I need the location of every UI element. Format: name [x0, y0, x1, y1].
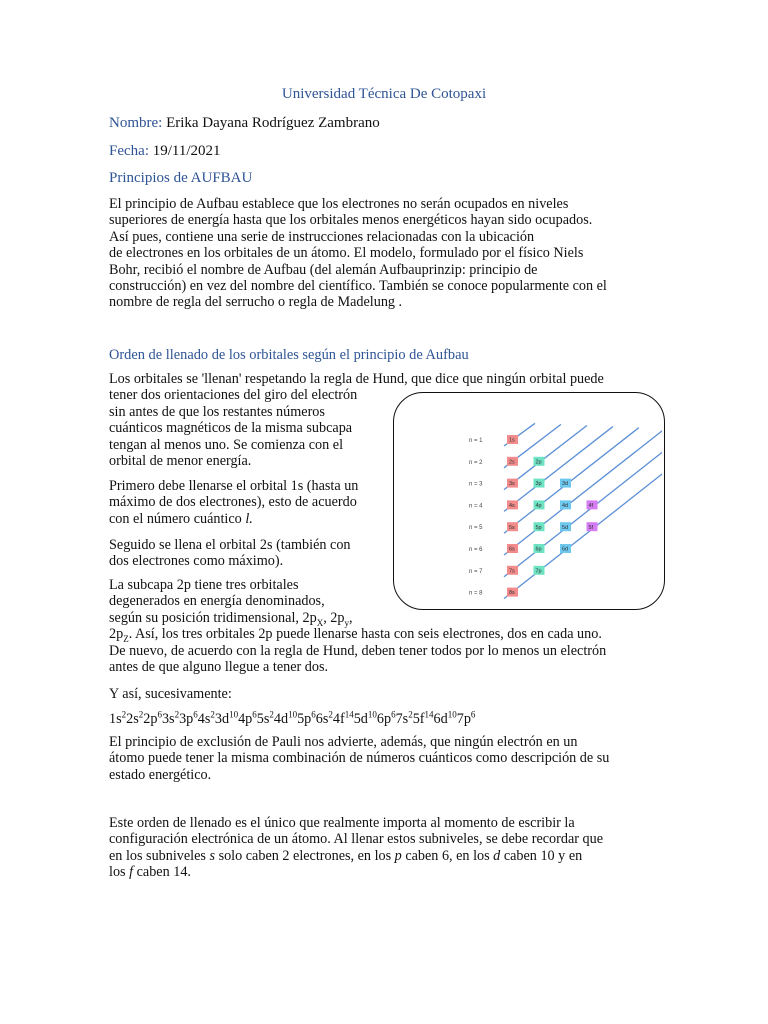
level-label: n = 7	[469, 568, 483, 575]
aufbau-diagram	[394, 393, 662, 607]
text-line: La subcapa 2p tiene tres orbitales	[109, 577, 299, 593]
name-line	[109, 115, 380, 132]
final-paragraph	[109, 815, 603, 881]
text-line: degenerados en energía denominados,	[109, 593, 325, 610]
config-exponent: 2	[210, 709, 215, 720]
text-line: orbital de menor energía.	[109, 453, 252, 470]
config-exponent: 2	[138, 709, 144, 720]
level-label: n = 1	[469, 438, 483, 444]
config-term: 3d	[214, 711, 230, 727]
quantum-number-l: l.	[245, 510, 253, 527]
text-line: tengan al menos uno. Se comienza con el	[109, 436, 344, 453]
config-exponent: 6	[193, 709, 198, 720]
subshell-f: f	[129, 864, 134, 881]
config-term: 5f	[412, 711, 425, 727]
text-fragment: solo caben 2 electrones, en los	[215, 847, 395, 864]
text-fragment: caben 10 y en	[500, 847, 583, 864]
config-term: 3s	[161, 711, 175, 727]
config-term: 6p	[376, 711, 392, 727]
subshell-p: p	[394, 847, 402, 864]
orbital-label: 8s	[509, 590, 515, 597]
name-label: Nombre:	[109, 115, 163, 131]
orbital-label: 3s	[509, 481, 515, 488]
aufbau-paragraph	[109, 196, 607, 311]
section1-heading: Principios de AUFBAU	[109, 170, 253, 186]
orbital-label: 2p	[535, 459, 542, 466]
section2-heading: Orden de llenado de los orbitales según el principio de Aufbau	[109, 347, 469, 363]
config-term: 4p	[238, 711, 253, 727]
config-term: 5p	[297, 711, 312, 727]
config-exponent: 14	[344, 709, 354, 720]
text-line: configuración electrónica de un átomo. Al llenar estos subniveles, se debe recordar que	[109, 831, 604, 848]
text-line: tener dos orientaciones del giro del electrón	[109, 387, 358, 404]
config-exponent: 10	[367, 709, 377, 720]
text-line	[109, 848, 603, 864]
filling-order-arrow	[504, 428, 639, 534]
config-exponent: 6	[252, 709, 257, 720]
level-label: n = 6	[469, 547, 483, 553]
text-line: Bohr, recibió el nombre de Aufbau (del alemán Aufbauprinzip: principio de	[109, 261, 538, 278]
text-line: Este orden de llenado es el único que realmente importa al momento de escribir la	[109, 815, 575, 831]
config-term: 1s	[109, 711, 122, 727]
text-line: átomo puede tener la misma combinación de números cuánticos como descripción de su	[109, 750, 610, 767]
orbital-label: 6s	[509, 546, 515, 553]
date-label: Fecha:	[109, 143, 149, 159]
level-label: n = 4	[469, 503, 483, 510]
text-fragment: , 2p	[323, 609, 345, 626]
subshell-s: s	[209, 847, 216, 864]
text-line: nombre de regla del serrucho o regla de Madelung .	[109, 294, 403, 311]
orbital-label: 4f	[588, 503, 594, 509]
text-line: Seguido se llena el orbital 2s (también con	[109, 537, 351, 553]
date-line	[109, 143, 221, 160]
config-exponent: 2	[328, 709, 333, 720]
config-exponent: 6	[157, 709, 162, 720]
config-term: 2s	[126, 711, 139, 727]
text-line	[109, 511, 358, 527]
config-exponent: 10	[288, 709, 298, 720]
orbital-label: 5p	[535, 524, 542, 531]
filling-order-arrow	[504, 427, 613, 512]
subscript: X	[316, 617, 324, 628]
text-fragment: los	[109, 864, 130, 881]
text-fragment: caben 14.	[133, 864, 191, 881]
text-fragment: 2p	[109, 626, 124, 643]
text-fragment: según su posición tridimensional, 2p	[109, 609, 317, 626]
text-line: estado energético.	[109, 766, 212, 783]
text-fragment: caben 6, en los	[401, 847, 494, 864]
electron-configuration	[109, 711, 475, 727]
config-exponent: 10	[447, 709, 457, 720]
config-exponent: 6	[311, 709, 316, 720]
config-exponent: 6	[391, 709, 396, 720]
pauli-paragraph	[109, 734, 609, 783]
text-line	[109, 626, 606, 645]
text-line: cuánticos magnéticos de la misma subcapa	[109, 420, 353, 437]
text-fragment: ,	[348, 609, 353, 626]
orbital-1s-paragraph	[109, 478, 358, 527]
config-term: 5s	[256, 711, 270, 727]
config-term: 7s	[395, 711, 409, 727]
config-term: 4d	[273, 711, 289, 727]
text-line	[109, 610, 606, 626]
orbital-label: 3d	[562, 481, 569, 488]
text-fragment: con el número cuántico	[109, 510, 246, 527]
text-line: máximo de dos electrones), esto de acuerdo	[109, 494, 357, 511]
level-label: n = 2	[469, 459, 483, 466]
orbital-label: 5f	[588, 524, 594, 531]
orbital-label: 3p	[535, 481, 542, 488]
config-exponent: 2	[269, 709, 274, 720]
text-line: El principio de exclusión de Pauli nos advierte, además, que ningún electrón en un	[109, 734, 578, 750]
config-term: 5d	[353, 711, 368, 727]
level-label: n = 8	[469, 590, 483, 597]
orbital-label: 6p	[535, 546, 542, 553]
orbital-label: 7s	[509, 568, 515, 575]
aufbau-diagram-frame	[393, 392, 665, 610]
config-exponent: 14	[424, 709, 434, 720]
orbital-2s-paragraph	[109, 537, 351, 570]
config-term: 3p	[179, 711, 194, 727]
config-exponent: 10	[229, 709, 239, 720]
y-asi-line: Y así, sucesivamente:	[109, 686, 232, 702]
name-value: Erika Dayana Rodríguez Zambrano	[166, 115, 380, 131]
text-line: de electrones en los orbitales de un átomo. El modelo, formulado por el físico Niels	[109, 245, 584, 262]
subscript: Z	[123, 634, 129, 645]
subshell-d: d	[493, 847, 501, 864]
text-fragment: . Así, los tres orbitales 2p puede llenarse hasta con seis electrones, dos en cada uno.	[128, 626, 602, 643]
orbital-label: 4s	[509, 503, 515, 509]
orbital-label: 6d	[562, 546, 569, 553]
orbital-label: 4d	[562, 503, 569, 509]
configuration-line	[109, 711, 475, 727]
text-line: superiores de energía hasta que los orbitales menos energéticos hayan sido ocupados.	[109, 212, 593, 229]
text-line: sin antes de que los restantes números	[109, 403, 325, 420]
orbital-label: 4p	[535, 503, 542, 509]
config-term: 6s	[315, 711, 329, 727]
level-label: n = 5	[469, 525, 483, 532]
text-line	[109, 864, 603, 880]
subscript: y	[344, 617, 349, 628]
orbital-label: 7p	[535, 568, 542, 575]
filling-order-arrow	[504, 430, 662, 577]
config-term: 4s	[197, 711, 211, 727]
config-exponent: 6	[470, 709, 476, 720]
text-line: Los orbitales se 'llenan' respetando la regla de Hund, que dice que ningún orbital puede	[109, 371, 604, 387]
orbital-label: 2s	[509, 459, 515, 466]
orbital-label: 5d	[562, 524, 569, 531]
config-exponent: 2	[121, 709, 127, 720]
orbital-label: 1s	[509, 437, 515, 444]
text-line: Primero debe llenarse el orbital 1s (hasta un	[109, 478, 359, 494]
text-line: El principio de Aufbau establece que los electrones no serán ocupados en niveles	[109, 196, 569, 212]
text-line: De nuevo, de acuerdo con la regla de Hund, deben tener todos por lo menos un electrón	[109, 642, 607, 659]
date-value: 19/11/2021	[152, 143, 221, 159]
config-term: 4f	[332, 711, 345, 727]
config-term: 2p	[143, 711, 158, 727]
university-title: Universidad Técnica De Cotopaxi	[281, 86, 487, 102]
config-exponent: 2	[408, 709, 413, 720]
text-line: dos electrones como máximo).	[109, 553, 284, 570]
orbital-label: 5s	[509, 524, 515, 531]
text-line: Así pues, contiene una serie de instrucciones relacionadas con la ubicación	[109, 228, 535, 245]
text-fragment: en los subniveles	[109, 847, 210, 864]
config-term: 6d	[433, 711, 448, 727]
level-label: n = 3	[469, 481, 483, 488]
text-line: antes de que alguno llegue a tener dos.	[109, 659, 329, 676]
config-exponent: 2	[174, 709, 180, 720]
text-line: construcción) en vez del nombre del científico. También se conoce popularmente con el	[109, 278, 607, 295]
config-term: 7p	[456, 711, 471, 727]
